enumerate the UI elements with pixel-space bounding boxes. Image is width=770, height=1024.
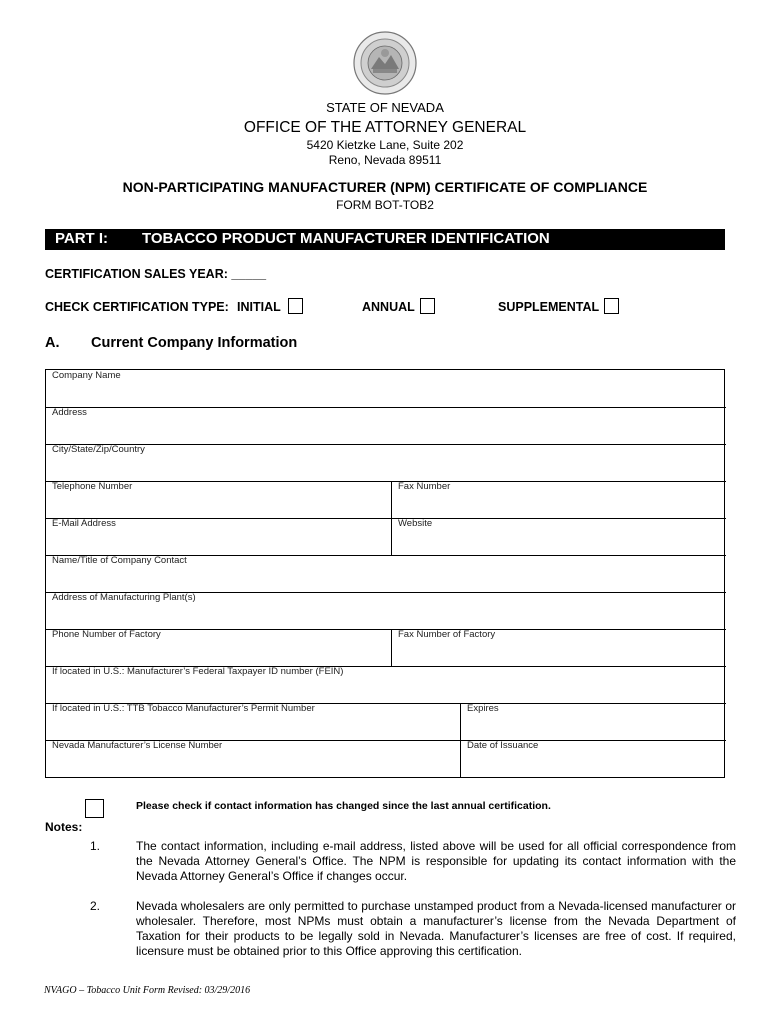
- factory-phone-field[interactable]: Phone Number of Factory: [52, 629, 161, 640]
- part-1-label: PART I:: [55, 230, 109, 247]
- notes-label: Notes:: [45, 820, 83, 834]
- annual-checkbox[interactable]: [420, 298, 435, 314]
- row-divider: [46, 518, 726, 519]
- issuance-date-field[interactable]: Date of Issuance: [467, 740, 539, 751]
- company-info-table: [45, 369, 725, 778]
- column-divider: [391, 629, 392, 666]
- address-line-1: 5420 Kietzke Lane, Suite 202: [306, 138, 464, 152]
- telephone-field[interactable]: Telephone Number: [52, 481, 133, 492]
- company-name-field[interactable]: Company Name: [52, 370, 121, 381]
- section-a-letter: A.: [45, 335, 60, 351]
- contact-field[interactable]: Name/Title of Company Contact: [52, 555, 187, 566]
- row-divider: [46, 407, 726, 408]
- website-field[interactable]: Website: [398, 518, 433, 529]
- form-code: FORM BOT-TOB2: [336, 198, 434, 212]
- form-footer: NVAGO – Tobacco Unit Form Revised: 03/29/2016: [44, 985, 251, 996]
- contact-changed-label: Please check if contact information has changed since the last annual certification.: [136, 800, 551, 812]
- state-seal-icon: [353, 31, 417, 95]
- type-initial-label: INITIAL: [237, 300, 281, 314]
- column-divider: [391, 481, 392, 555]
- column-divider: [460, 703, 461, 778]
- expires-field[interactable]: Expires: [467, 703, 499, 714]
- note-number: 2.: [90, 899, 101, 913]
- city-state-zip-field[interactable]: City/State/Zip/Country: [52, 444, 145, 455]
- office-heading: OFFICE OF THE ATTORNEY GENERAL: [243, 119, 527, 136]
- address-field[interactable]: Address: [52, 407, 87, 418]
- row-divider: [46, 444, 726, 445]
- supplemental-checkbox[interactable]: [604, 298, 619, 314]
- nv-license-field[interactable]: Nevada Manufacturer’s License Number: [52, 740, 223, 751]
- ttb-permit-field[interactable]: If located in U.S.: TTB Tobacco Manufacturer’s Permit Number: [52, 703, 315, 714]
- part-1-header: [45, 229, 725, 250]
- fein-field[interactable]: If located in U.S.: Manufacturer’s Federal Taxpayer ID number (FEIN): [52, 666, 344, 677]
- note-number: 1.: [90, 839, 101, 853]
- factory-fax-field[interactable]: Fax Number of Factory: [398, 629, 496, 640]
- initial-checkbox[interactable]: [288, 298, 303, 314]
- type-annual-label: ANNUAL: [362, 300, 415, 314]
- section-a-title: Current Company Information: [91, 335, 298, 351]
- state-heading: STATE OF NEVADA: [326, 100, 444, 115]
- email-field[interactable]: E-Mail Address: [52, 518, 116, 529]
- sales-year-label: CERTIFICATION SALES YEAR: _____: [45, 267, 267, 281]
- note-text: Nevada wholesalers are only permitted to purchase unstamped product from a Nevada-licensed manufacturer or wholesaler. Therefore, most NPMs must obtain a manufacturer’s license from the Nevada Department of Taxation for their products to be legally sold in Nevada. Manufacturer’s licenses are free of cost. If required, licensure must be obtained prior to this Office approving this certification.: [136, 899, 736, 958]
- address-line-2: Reno, Nevada 89511: [328, 153, 442, 167]
- row-divider: [46, 481, 726, 482]
- plant-address-field[interactable]: Address of Manufacturing Plant(s): [52, 592, 196, 603]
- form-title: NON-PARTICIPATING MANUFACTURER (NPM) CERTIFICATE OF COMPLIANCE: [122, 179, 648, 195]
- note-text: The contact information, including e-mail address, listed above will be used for all official correspondence from the Nevada Attorney General’s Office. The NPM is responsible for updating its contact information with the Nevada Attorney General’s Office if changes occur.: [136, 839, 736, 883]
- cert-type-label: CHECK CERTIFICATION TYPE:: [45, 300, 229, 314]
- contact-changed-checkbox[interactable]: [85, 799, 104, 818]
- fax-field[interactable]: Fax Number: [398, 481, 451, 492]
- type-supplemental-label: SUPPLEMENTAL: [498, 300, 600, 314]
- part-1-title: TOBACCO PRODUCT MANUFACTURER IDENTIFICATION: [142, 230, 550, 247]
